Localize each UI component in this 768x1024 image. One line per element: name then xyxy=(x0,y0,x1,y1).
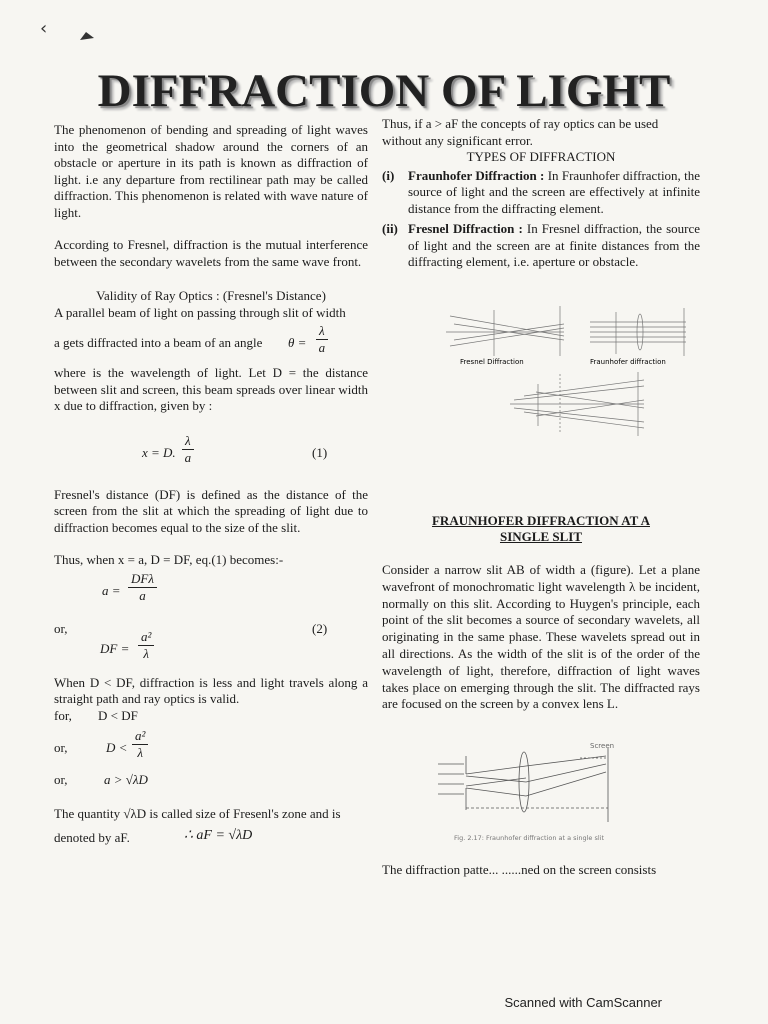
eq2-numerator: a² xyxy=(138,629,154,646)
item2-text-block xyxy=(408,221,700,271)
for-line xyxy=(54,708,368,724)
scanner-watermark: Scanned with CamScanner xyxy=(504,995,662,1010)
item1-text: In Fraunhofer diffraction, the source of light and the screen are effectively at infinite distance from the diffracting element. xyxy=(408,167,701,216)
eq1-lhs: x = D. xyxy=(142,444,176,460)
item-fraunhofer xyxy=(382,168,700,218)
or-label-3: or, xyxy=(54,771,68,787)
eq2-lhs: DF = xyxy=(100,640,130,656)
eq1-denominator: a xyxy=(184,449,192,465)
single-slit-caption: Fig. 2.17: Fraunhofer diffraction at a single slit xyxy=(454,834,605,842)
corner-mark: ‹ xyxy=(40,18,48,39)
eq2-number: (2) xyxy=(312,620,328,636)
item1-text-block xyxy=(408,168,700,218)
or-expression-2: a > √λD xyxy=(104,771,148,787)
types-heading: TYPES OF DIFFRACTION xyxy=(466,149,616,164)
screen-label: Screen xyxy=(590,742,615,750)
scan-speck-icon xyxy=(78,30,96,42)
validity-heading: Validity of Ray Optics : (Fresnel's Distance) xyxy=(96,288,326,303)
eq1-number: (1) xyxy=(312,444,328,460)
fresnel-distance-definition: Fresnel's distance (DF) is defined as the distance of the screen from the slit at which the spreading of light due to diffraction becomes equal to the size of the slit. xyxy=(54,486,368,535)
eq2-fraction xyxy=(138,629,154,662)
item2-label: (ii) xyxy=(382,221,398,236)
thus-if-paragraph: Thus, if a > aF the concepts of ray optics can be used without any significant error. xyxy=(382,116,659,148)
or-label-2: or, xyxy=(54,739,68,755)
angle-denominator: a xyxy=(318,340,326,355)
quantity-text: The quantity √λD is called size of Fresenl's zone and is xyxy=(54,805,341,821)
right-column xyxy=(382,116,700,271)
when-less-paragraph: When D < DF, diffraction is less and light travels along a straight path and ray optics is valid. xyxy=(54,674,368,706)
item1-label: (i) xyxy=(382,167,395,183)
eq2-denominator: λ xyxy=(143,645,150,661)
or-numerator: a² xyxy=(132,728,148,745)
fresnel-paragraph: According to Fresnel, diffraction is the mutual interference between the secondary wavelets from the same wave front. xyxy=(54,237,368,269)
left-column xyxy=(54,122,368,852)
item2-text: In Fresnel diffraction, the source of light and the screen are at finite distances from the diffracting element, i.e. aperture or obstacle. xyxy=(408,221,700,269)
single-slit-section xyxy=(382,562,700,713)
denoted-line xyxy=(54,828,368,852)
item1-bold: Fraunhofer Diffraction : xyxy=(408,167,545,183)
for-expression: D < DF xyxy=(98,707,138,723)
section-heading-line-1: FRAUNHOFER DIFFRACTION AT A xyxy=(431,513,650,528)
page-title: DIFFRACTION OF LIGHT xyxy=(97,65,671,117)
eq-a-numerator: DFλ xyxy=(128,571,157,588)
section-heading-line-2: SINGLE SLIT xyxy=(499,529,582,544)
eq-a-denominator: a xyxy=(139,587,146,603)
intro-paragraph: The phenomenon of bending and spreading of light waves into the geometrical shadow around the corners of an obstacle or aperture in its path is known as diffraction of light. i.e any departure from rectilinear path may be called diffraction. This phenomenon is related with wave nature of light. xyxy=(54,122,368,220)
fresnel-caption: Fresnel Diffraction xyxy=(460,358,524,366)
or-inequality-1 xyxy=(54,724,368,768)
or-label-1: or, xyxy=(54,620,68,636)
item-fresnel xyxy=(382,221,700,271)
angle-lhs: θ = xyxy=(288,335,307,350)
or-expression-1: D < xyxy=(106,739,128,755)
section-heading xyxy=(382,513,700,545)
eq1-numerator: λ xyxy=(182,433,194,450)
eq-a-fraction xyxy=(128,571,157,604)
eq-a-lhs: a = xyxy=(102,582,121,598)
or-inequality-2 xyxy=(54,768,368,792)
equation-2 xyxy=(54,615,368,669)
eq1-fraction xyxy=(182,433,194,466)
thus-when-text: Thus, when x = a, D = DF, eq.(1) becomes:- xyxy=(54,552,284,567)
parallel-beam-text: A parallel beam of light on passing through slit of width xyxy=(54,304,346,320)
where-paragraph: where is the wavelength of light. Let D = the distance between slit and screen, this beam spreads over linear width x due to diffraction, given by : xyxy=(54,365,368,413)
pattern-text: The diffraction patte... ......ned on the screen consists xyxy=(382,862,657,877)
angle-numerator: λ xyxy=(316,323,328,340)
angle-equation xyxy=(54,321,368,361)
single-slit-figure xyxy=(430,738,690,850)
equation-a xyxy=(54,569,368,615)
fraunhofer-caption: Fraunhofer diffraction xyxy=(590,358,666,366)
single-slit-paragraph: Consider a narrow slit AB of width a (figure). Let a plane wavefront of monochromatic light wavelength λ be incident, normally on this slit. According to Huygen's principle, each point of the slit becomes a source of secondary wavelets, all originating in the same phase. These wavelets spread out in all directions. As the width of the slit is of the order of the wavelength of light, therefore, diffraction of light waves takes place on emerging through the slit. The diffracted rays are focused on the screen by a convex lens L. xyxy=(382,562,700,712)
or-denominator: λ xyxy=(137,744,144,760)
therefore-expression: ∴ aF = √λD xyxy=(184,828,253,843)
item2-bold: Fresnel Diffraction : xyxy=(408,221,523,236)
for-label: for, xyxy=(54,707,72,723)
angle-text: a gets diffracted into a beam of an angle xyxy=(54,335,263,350)
equation-1 xyxy=(54,427,368,477)
diffraction-types-figure xyxy=(440,296,700,466)
angle-fraction xyxy=(316,323,328,356)
denoted-text: denoted by aF. xyxy=(54,830,130,845)
or-fraction xyxy=(132,728,148,761)
